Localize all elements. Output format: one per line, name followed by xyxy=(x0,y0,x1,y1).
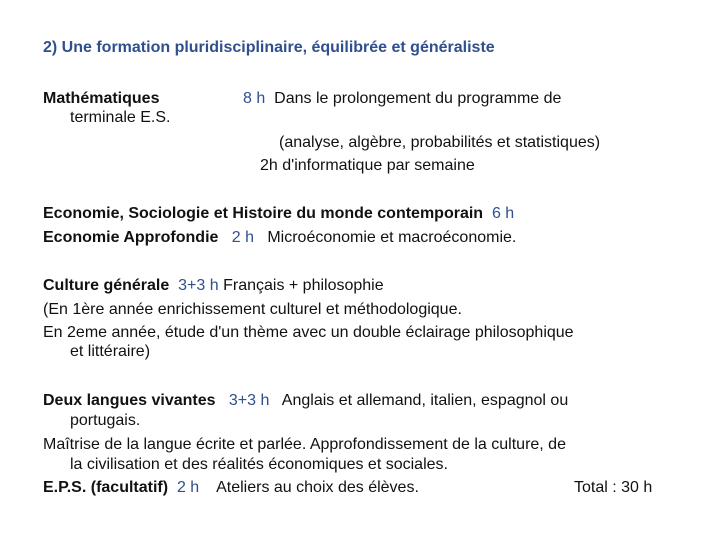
eco-line1 xyxy=(43,204,514,224)
langues-subject: Deux langues vivantes xyxy=(43,392,216,409)
culture-line4: et littéraire) xyxy=(70,343,151,360)
langues-desc: Anglais et allemand, italien, espagnol ou xyxy=(281,392,569,409)
math-subject: Mathématiques xyxy=(43,90,160,107)
math-level: terminale E.S. xyxy=(70,109,171,126)
math-desc-3: 2h d'informatique par semaine xyxy=(260,157,475,174)
eco-hours2: 2 h xyxy=(231,229,254,246)
eco-subject2: Economie Approfondie xyxy=(43,229,219,246)
eco-line2 xyxy=(43,228,516,248)
math-desc-2: (analyse, algèbre, probabilités et statistiques) xyxy=(279,134,601,151)
eps-desc: Ateliers au choix des élèves. xyxy=(216,479,419,496)
culture-line1 xyxy=(43,276,384,296)
total-hours: Total : 30 h xyxy=(574,479,653,496)
culture-hours: 3+3 h xyxy=(178,277,219,294)
culture-line3: En 2eme année, étude d'un thème avec un double éclairage philosophique xyxy=(43,324,574,341)
eps-subject: E.P.S. (facultatif) xyxy=(43,479,169,496)
langues-line3: la civilisation et des réalités économiques et sociales. xyxy=(70,456,448,473)
langues-line2: Maîtrise de la langue écrite et parlée. Approfondissement de la culture, de xyxy=(43,436,566,453)
langues-desc-cont: portugais. xyxy=(70,412,141,429)
culture-subject: Culture générale xyxy=(43,277,170,294)
section-title: 2) Une formation pluridisciplinaire, équilibrée et généraliste xyxy=(43,39,495,56)
math-desc-1: Dans le prolongement du programme de xyxy=(274,90,562,107)
math-hours: 8 h xyxy=(243,90,266,107)
langues-hours: 3+3 h xyxy=(228,392,270,409)
eps-line xyxy=(43,478,419,498)
culture-desc: Français + philosophie xyxy=(223,277,384,294)
eco-hours: 6 h xyxy=(491,205,515,222)
langues-line1 xyxy=(43,391,568,411)
eps-hours: 2 h xyxy=(176,479,200,496)
math-description-line1 xyxy=(243,89,561,109)
culture-line2: (En 1ère année enrichissement culturel et méthodologique. xyxy=(43,301,462,318)
eco-subject: Economie, Sociologie et Histoire du monde contemporain xyxy=(43,205,484,222)
eco-desc2: Microéconomie et macroéconomie. xyxy=(267,229,517,246)
